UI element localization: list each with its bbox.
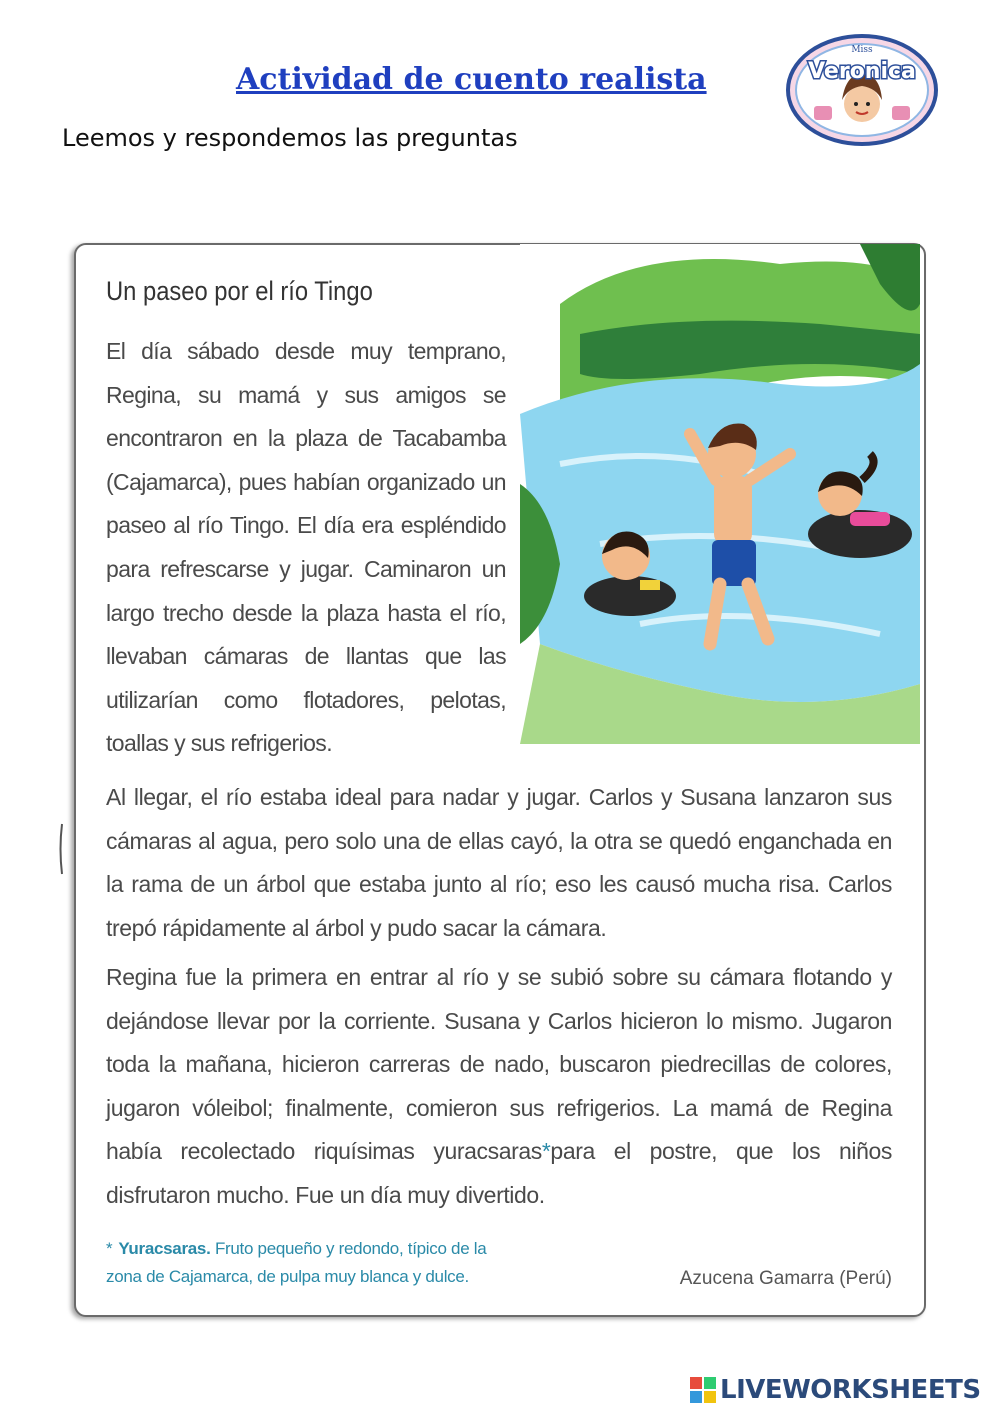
- paragraph-3-text-b: para el postre, que los niños disfrutaron mucho. Fue un día muy divertido.: [106, 1138, 892, 1208]
- footnote: [106, 1235, 526, 1291]
- story-title: Un paseo por el río Tingo: [106, 276, 373, 306]
- page-subtitle: Leemos y respondemos las preguntas: [62, 124, 518, 152]
- liveworksheets-brand: [690, 1376, 981, 1404]
- footnote-definition: Fruto pequeño y redondo, típico de la zona de Cajamarca, de pulpa muy blanca y dulce.: [106, 1239, 487, 1286]
- story-paragraph-2: Al llegar, el río estaba ideal para nadar y jugar. Carlos y Susana lanzaron sus cámaras al agua, pero solo una de ellas cayó, la otra se quedó enganchada en la rama de un árbol que estaba junto al río; eso les causó mucha risa. Carlos trepó rápidamente al árbol y pudo sacar la cámara.: [106, 784, 892, 941]
- page-title: Actividad de cuento realista: [236, 62, 707, 97]
- river-illustration: [520, 244, 920, 744]
- footnote-star: *: [106, 1239, 113, 1258]
- logo-name-text: Veronica: [808, 59, 916, 84]
- logo-miss-text: Miss: [851, 45, 873, 55]
- miss-veronica-logo: [786, 34, 938, 146]
- paragraph-3-text-a: Regina fue la primera en entrar al río y se subió sobre su cámara flotando y dejándose llevar por la corriente. Susana y Carlos hicieron lo mismo. Jugaron toda la mañana, hicieron carreras de nado, buscaron piedrecillas de colores, jugaron vóleibol; finalmente, comieron sus refrigerios. La mamá de Regina había recolectado riquísimas yuracsaras: [106, 964, 892, 1164]
- margin-mark: [58, 822, 64, 876]
- liveworksheets-text: LIVEWORKSHEETS: [720, 1375, 981, 1405]
- story-author: Azucena Gamarra (Perú): [679, 1268, 892, 1289]
- story-paragraph-3: [106, 956, 892, 1217]
- story-paragraph-1: El día sábado desde muy temprano, Regina, su mamá y sus amigos se encontraron en la plaza de Tacabamba (Cajamarca), pues habían organizado un paseo al río Tingo. El día era espléndido para refrescarse y jugar. Caminaron un largo trecho desde la plaza hasta el río, llevaban cámaras de llantas que las utilizarían como flotadores, pelotas, toallas y sus refrigerios.: [106, 338, 506, 757]
- footnote-marker: *: [541, 1138, 551, 1164]
- footnote-term: Yuracsaras.: [118, 1239, 211, 1258]
- liveworksheets-logo-icon: [690, 1377, 716, 1403]
